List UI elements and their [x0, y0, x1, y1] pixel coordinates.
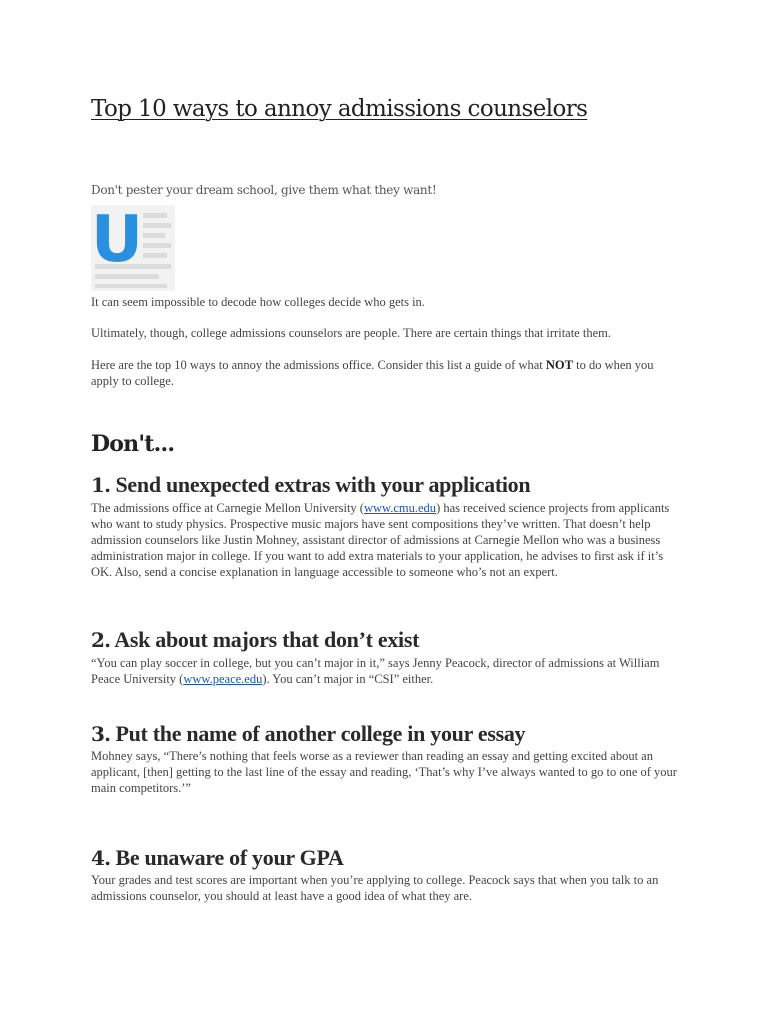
logo-letter: U	[91, 205, 143, 277]
item-body-4: Your grades and test scores are important when you’re applying to college. Peacock says that when you talk to an admissions counselor, you should at least have a good idea of what they are.	[91, 873, 659, 903]
intro-paragraph-2: Ultimately, though, college admissions counselors are people. There are certain things that irritate them.	[91, 326, 611, 340]
item-number-3: 3.	[91, 722, 111, 746]
emphasis-not: NOT	[545, 358, 573, 372]
item-heading-1: 1. Send unexpected extras with your application	[91, 472, 531, 497]
item-heading-2: 2. Ask about majors that don’t exist	[91, 627, 420, 652]
intro-paragraph-1: It can seem impossible to decode how colleges decide who gets in.	[91, 295, 425, 309]
item-heading-3: 3. Put the name of another college in your essay	[91, 721, 526, 746]
article-subtitle: Don't pester your dream school, give them what they want!	[91, 183, 437, 197]
donts-heading: Don't...	[91, 431, 175, 457]
item-body-1: The admissions office at Carnegie Mellon University (www.cmu.edu) has received science projects from applicants who want to study physics. Prospective music majors have sent compositions they’ve written. That doesn’t help admission counselors like Justin Mohney, assistant director of admissions at Carnegie Mellon who was a business administration major in college. If you want to add extra materials to your application, he advises to first ask if it’s OK. Also, send a concise explanation in language accessible to someone who’s not an expert.	[91, 501, 670, 579]
cmu-link[interactable]: www.cmu.edu	[363, 501, 437, 515]
peace-link[interactable]: www.peace.edu	[183, 672, 263, 686]
item-body-2: “You can play soccer in college, but you can’t major in it,” says Jenny Peacock, director of admissions at William Peace University (www.peace.edu). You can’t major in “CSI” either.	[91, 656, 660, 686]
item-number-2: 2.	[91, 628, 111, 652]
item-number-4: 4.	[91, 846, 111, 870]
item-heading-4: 4. Be unaware of your GPA	[91, 845, 344, 870]
article-title: Top 10 ways to annoy admissions counselors	[91, 96, 588, 122]
intro-paragraph-3: Here are the top 10 ways to annoy the admissions office. Consider this list a guide of what NOT to do when you apply to college.	[91, 358, 654, 388]
logo-image	[91, 205, 175, 291]
item-number-1: 1.	[91, 473, 111, 497]
item-body-3: Mohney says, “There’s nothing that feels worse as a reviewer than reading an essay and getting excited about an applicant, [then] getting to the last line of the essay and reading, ‘That’s why I’ve always wanted to go to one of your main competitors.’”	[91, 749, 677, 795]
